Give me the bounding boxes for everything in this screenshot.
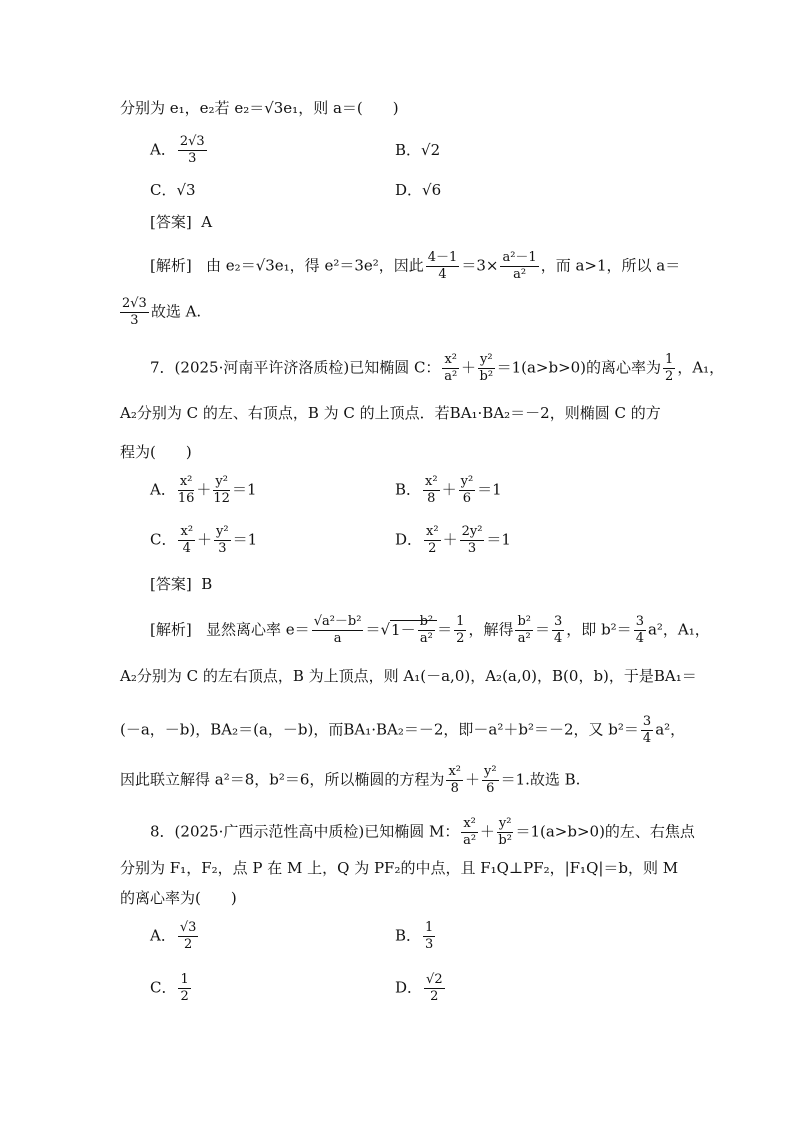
option-label: D．: [395, 978, 423, 997]
q7-analysis-line3: [120, 714, 685, 747]
option-label: C．: [150, 181, 177, 199]
option-eq: ＝1: [477, 480, 502, 499]
analysis-frac: $\frac{3}{4}$: [554, 614, 563, 646]
option-fraction: $\frac{1}{3}$: [425, 920, 434, 952]
analysis-text: ＝: [365, 620, 381, 639]
option-c-value: √3: [176, 181, 196, 199]
ellipse-frac-x: $\frac{\text{x²}}{\text{a²}}$: [463, 816, 477, 848]
option-eq: ＝1: [486, 530, 511, 549]
option-label: C．: [150, 530, 177, 549]
stem-text: 7．(2025·河南平许济洛质检)已知椭圆 C：: [150, 358, 441, 377]
option-label: B．: [395, 926, 422, 945]
analysis-fraction-1: $\frac{4-1}{4}$: [427, 250, 458, 282]
option-label: A．: [150, 480, 176, 499]
answer-value: B: [201, 575, 213, 593]
stem-text: 8．(2025·广西示范性高中质检)已知椭圆 M：: [150, 822, 460, 841]
analysis-text: ＝: [437, 620, 453, 639]
analysis-text: (－a，－b)，BA₂＝(a，－b)，而BA₁·BA₂＝－2，即－a²＋b²＝－2，又 b²＝: [120, 720, 639, 739]
opt-frac-x: $\frac{\text{x²}}{4}$: [180, 524, 194, 556]
option-label: C．: [150, 978, 177, 997]
analysis-frac: $\frac{\text{√a²－b²}}{a}$: [313, 614, 362, 646]
q6-analysis-line1: [150, 250, 680, 283]
eccentricity-frac: $\frac{1}{2}$: [665, 352, 674, 384]
analysis-text: 由 e₂＝√3e₁，得 e²＝3e²，因此: [206, 256, 424, 275]
q6-option-c[interactable]: [150, 180, 196, 200]
analysis-frac: $\frac{3}{4}$: [642, 714, 652, 746]
option-label: B．: [395, 141, 422, 159]
q8-option-b[interactable]: [395, 920, 437, 953]
plus-sign: ＋: [197, 530, 213, 549]
option-fraction: $\frac{√3}{2}$: [179, 920, 197, 952]
option-label: A．: [150, 140, 176, 159]
plus-sign: ＋: [442, 530, 458, 549]
option-label: A．: [150, 926, 176, 945]
option-label: D．: [395, 181, 423, 199]
q7-stem-line3: 程为( ): [120, 443, 192, 461]
analysis-text: 显然离心率 e＝: [206, 620, 310, 639]
analysis-text: ＝3×: [461, 256, 499, 275]
option-fraction: $\frac{1}{2}$: [180, 972, 189, 1004]
q7-analysis-line2: A₂分别为 C 的左右顶点，B 为上顶点，则 A₁(－a,0)，A₂(a,0)，B(0，b)，于是BA₁＝: [120, 667, 697, 685]
q8-stem-line1: [150, 816, 695, 849]
analysis-text: a²，A₁，: [647, 620, 710, 639]
analysis-text: ，即 b²＝: [566, 620, 632, 639]
option-a-fraction: $\frac{2√3}{3}$: [179, 134, 205, 166]
q7-answer: [150, 574, 212, 594]
q8-stem-line2: 分别为 F₁，F₂，点 P 在 M 上，Q 为 PF₂的中点，且 F₁Q⊥PF₂，|F₁Q|＝b，则 M: [120, 859, 679, 877]
opt-frac-y: $\frac{\text{y²}}{3}$: [216, 524, 229, 556]
option-eq: ＝1: [231, 480, 257, 499]
analysis-label: [解析]: [150, 620, 192, 639]
analysis-fraction-2: $\frac{\text{a²－1}}{\text{a²}}$: [502, 250, 537, 282]
analysis-fraction-3: $\frac{2√3}{3}$: [122, 296, 147, 328]
opt-frac-x: $\frac{\text{x²}}{16}$: [177, 474, 195, 506]
analysis-frac: $\frac{3}{4}$: [635, 614, 644, 646]
q7-analysis-line4: [120, 764, 580, 797]
plus-sign: ＋: [460, 358, 476, 377]
q6-option-a[interactable]: [150, 134, 209, 167]
analysis-frac: $\frac{\text{x²}}{8}$: [448, 764, 461, 796]
analysis-frac: $\frac{1}{2}$: [456, 614, 465, 646]
q7-option-d[interactable]: [395, 524, 511, 557]
answer-label: [答案]: [150, 575, 192, 593]
analysis-text: 故选 A.: [150, 302, 202, 321]
plus-sign: ＋: [464, 770, 480, 789]
ellipse-frac-y: $\frac{\text{y²}}{\text{b²}}$: [479, 352, 494, 384]
analysis-text: ＝: [535, 620, 551, 639]
option-eq: ＝1: [232, 530, 258, 549]
q7-option-c[interactable]: [150, 524, 257, 557]
q8-option-c[interactable]: [150, 972, 193, 1005]
analysis-text: a²，: [655, 720, 686, 739]
opt-frac-y: $\frac{\text{2y²}}{3}$: [461, 524, 483, 556]
stem-text: ，A₁，: [677, 358, 725, 377]
option-d-value: √6: [422, 181, 442, 199]
q7-stem-line2: A₂分别为 C 的左、右顶点，B 为 C 的上顶点．若BA₁·BA₂＝－2，则椭圆 C 的方: [120, 404, 661, 422]
q6-option-d[interactable]: [395, 180, 441, 200]
q7-option-b[interactable]: [395, 474, 502, 507]
plus-sign: ＋: [441, 480, 457, 499]
q6-answer: [150, 212, 212, 232]
opt-frac-x: $\frac{\text{x²}}{8}$: [425, 474, 438, 506]
option-fraction: $\frac{√2}{2}$: [426, 972, 443, 1004]
plus-sign: ＋: [479, 822, 495, 841]
q8-stem-line3: 的离心率为( ): [120, 889, 237, 907]
sqrt-body: 1－ $\frac{\text{b²}}{\text{a²}}$: [390, 620, 437, 639]
analysis-frac: $\frac{\text{b²}}{\text{a²}}$: [419, 614, 434, 646]
analysis-frac: $\frac{\text{b²}}{\text{a²}}$: [517, 614, 531, 646]
stem-text: ＝1(a>b>0)的左、右焦点: [515, 822, 695, 841]
opt-frac-y: $\frac{\text{y²}}{6}$: [460, 474, 474, 506]
analysis-text: ，解得: [468, 620, 514, 639]
analysis-label: [解析]: [150, 256, 192, 275]
ellipse-frac-x: $\frac{\text{x²}}{\text{a²}}$: [444, 352, 458, 384]
q8-option-a[interactable]: [150, 920, 200, 953]
opt-frac-y: $\frac{\text{y²}}{12}$: [213, 474, 230, 506]
option-label: B．: [395, 480, 422, 499]
analysis-frac: $\frac{\text{y²}}{6}$: [484, 764, 497, 796]
plus-sign: ＋: [196, 480, 212, 499]
analysis-text: ＝1.故选 B.: [500, 770, 581, 789]
answer-label: [答案]: [150, 213, 192, 231]
analysis-text: ，而 a>1，所以 a＝: [540, 256, 681, 275]
ellipse-frac-y: $\frac{\text{y²}}{\text{b²}}$: [498, 816, 512, 848]
q6-option-b[interactable]: [395, 140, 440, 160]
stem-text: ＝1(a>b>0)的离心率为: [496, 358, 662, 377]
q7-option-a[interactable]: [150, 474, 257, 507]
q6-stem-line: 分别为 e₁，e₂若 e₂＝√3e₁，则 a＝( ): [120, 99, 399, 117]
answer-value: A: [201, 213, 213, 231]
q6-analysis-line2: [118, 296, 201, 329]
opt-frac-x: $\frac{\text{x²}}{2}$: [426, 524, 439, 556]
analysis-text: 因此联立解得 a²＝8，b²＝6，所以椭圆的方程为: [120, 770, 445, 789]
q8-option-d[interactable]: [395, 972, 447, 1005]
option-label: D．: [395, 530, 423, 549]
option-b-value: √2: [421, 141, 441, 159]
q7-analysis-line1: [解析] 显然离心率 e＝ $\frac{\text{√a²－b²}}{a}$ ＝√1－ $\frac{\text{b²}}{\text{a²}}$ ＝ $\frac{1}{2}$ ，解得 $\frac{\text{b²}}{\text{a²}}$ ＝ $\frac{3}{4}$ ，即 b²＝ $\frac{3}{4}$ a²，A₁，: [150, 614, 710, 646]
q7-stem-line1: [150, 352, 724, 385]
